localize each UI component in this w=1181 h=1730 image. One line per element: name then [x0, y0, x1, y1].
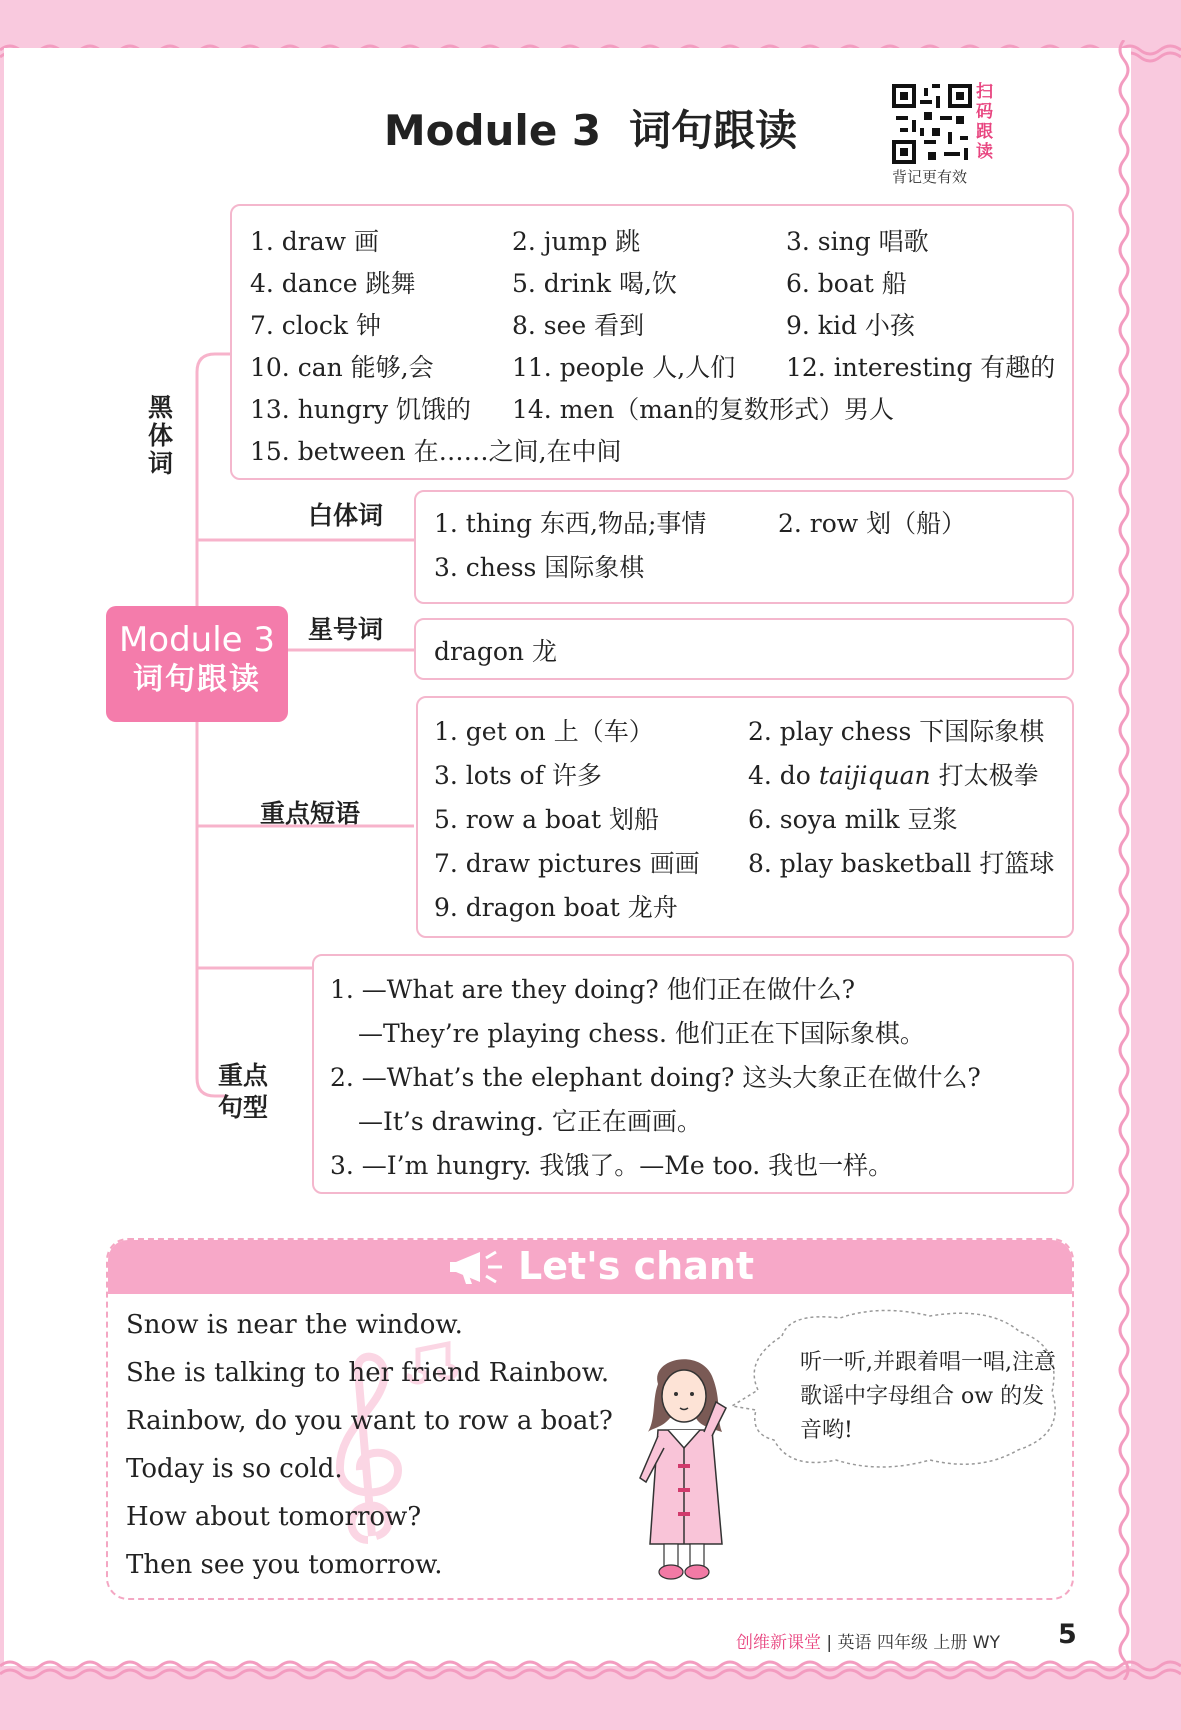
star-words-box: [414, 618, 1074, 680]
footer-brand: 创维新课堂: [736, 1633, 821, 1653]
branch-label-bold-words: 黑体词: [148, 393, 174, 478]
chant-line: How about tomorrow?: [126, 1502, 422, 1532]
sentence-line: —It’s drawing. 它正在画画。: [358, 1107, 702, 1136]
vocab-item: 2. jump 跳: [512, 227, 641, 256]
phrase-item: 1. get on 上（车）: [434, 717, 654, 746]
sentence-line: —They’re playing chess. 他们正在下国际象棋。: [358, 1019, 925, 1048]
branch-label-key-sentences: 重点 句型: [218, 1061, 269, 1122]
qr-vertical-text: 扫码跟读: [976, 82, 993, 162]
vocab-item: dragon 龙: [434, 637, 557, 666]
vocab-item: 9. kid 小孩: [786, 311, 915, 340]
vocab-item: 13. hungry 饥饿的: [250, 395, 472, 424]
phrase-item: 3. lots of 许多: [434, 761, 602, 790]
speech-bubble-text: 听一听,并跟着唱一唱,注意歌谣中字母组合 ow 的发音哟!: [800, 1350, 1056, 1443]
megaphone-icon: [448, 1246, 508, 1288]
center-node-subject: 词句跟读: [133, 662, 261, 697]
vocab-item: 4. dance 跳舞: [250, 269, 416, 298]
phrase-item: 2. play chess 下国际象棋: [748, 717, 1045, 746]
girl-illustration-icon: [630, 1348, 740, 1588]
sentence-line: 3. —I’m hungry. 我饿了。—Me too. 我也一样。: [330, 1151, 894, 1180]
chant-line: Then see you tomorrow.: [126, 1550, 443, 1580]
vocab-item: 11. people 人,人们: [512, 353, 736, 382]
page-number: 5: [1058, 1619, 1077, 1650]
mindmap-center-node: [106, 606, 288, 722]
branch-label-plain-words: 白体词: [308, 501, 384, 530]
vocab-item: 10. can 能够,会: [250, 353, 434, 382]
sentence-line: 1. —What are they doing? 他们正在做什么?: [330, 975, 856, 1004]
plain-words-box: [414, 490, 1074, 604]
qr-code-icon[interactable]: [892, 84, 972, 164]
vocab-item: 14. men（man的复数形式）男人: [512, 395, 895, 424]
vocab-item: 3. sing 唱歌: [786, 227, 929, 256]
vocab-item: 1. thing 东西,物品;事情: [434, 509, 707, 538]
page-title: [0, 98, 1181, 158]
center-node-module: Module 3: [118, 620, 276, 660]
phrase-item: 6. soya milk 豆浆: [748, 805, 958, 834]
footer-book-info: 英语 四年级 上册 WY: [837, 1633, 1000, 1653]
sentence-line: 2. —What’s the elephant doing? 这头大象正在做什么?: [330, 1063, 981, 1092]
qr-caption: 背记更有效: [892, 168, 968, 186]
vocab-item: 15. between 在……之间,在中间: [250, 437, 622, 466]
chant-line: Today is so cold.: [126, 1454, 343, 1484]
key-sentences-box: [312, 954, 1074, 1194]
vocab-item: 8. see 看到: [512, 311, 645, 340]
title-module: Module 3: [383, 106, 602, 155]
phrase-item: 9. dragon boat 龙舟: [434, 893, 678, 922]
chant-line: Rainbow, do you want to row a boat?: [126, 1406, 613, 1436]
phrase-item: 8. play basketball 打篮球: [748, 849, 1055, 878]
vocab-item: 1. draw 画: [250, 227, 380, 256]
footer-info: 创维新课堂 | 英语 四年级 上册 WY: [736, 1633, 1000, 1653]
branch-label-key-phrases: 重点短语: [260, 799, 361, 828]
vocab-item: 12. interesting 有趣的: [786, 353, 1056, 382]
phrase-item: 5. row a boat 划船: [434, 805, 659, 834]
title-subject: 词句跟读: [629, 106, 798, 155]
vocab-item: 6. boat 船: [786, 269, 907, 298]
bottom-wavy-border: [0, 1660, 1181, 1682]
branch-label-star-words: 星号词: [308, 615, 384, 644]
bold-words-box: [230, 204, 1074, 480]
key-phrases-box: [416, 696, 1074, 938]
phrase-item: 7. draw pictures 画画: [434, 849, 700, 878]
vocab-item: 7. clock 钟: [250, 311, 381, 340]
vocab-item: 2. row 划（船）: [778, 509, 967, 538]
right-wavy-border: [1116, 40, 1138, 1680]
vocab-item: 3. chess 国际象棋: [434, 553, 645, 582]
chant-line: She is talking to her friend Rainbow.: [126, 1358, 610, 1388]
phrase-item: 4. do taijiquan 打太极拳: [748, 761, 1039, 790]
chant-line: Snow is near the window.: [126, 1310, 463, 1340]
chant-title: Let's chant: [518, 1244, 755, 1288]
vocab-item: 5. drink 喝,饮: [512, 269, 677, 298]
